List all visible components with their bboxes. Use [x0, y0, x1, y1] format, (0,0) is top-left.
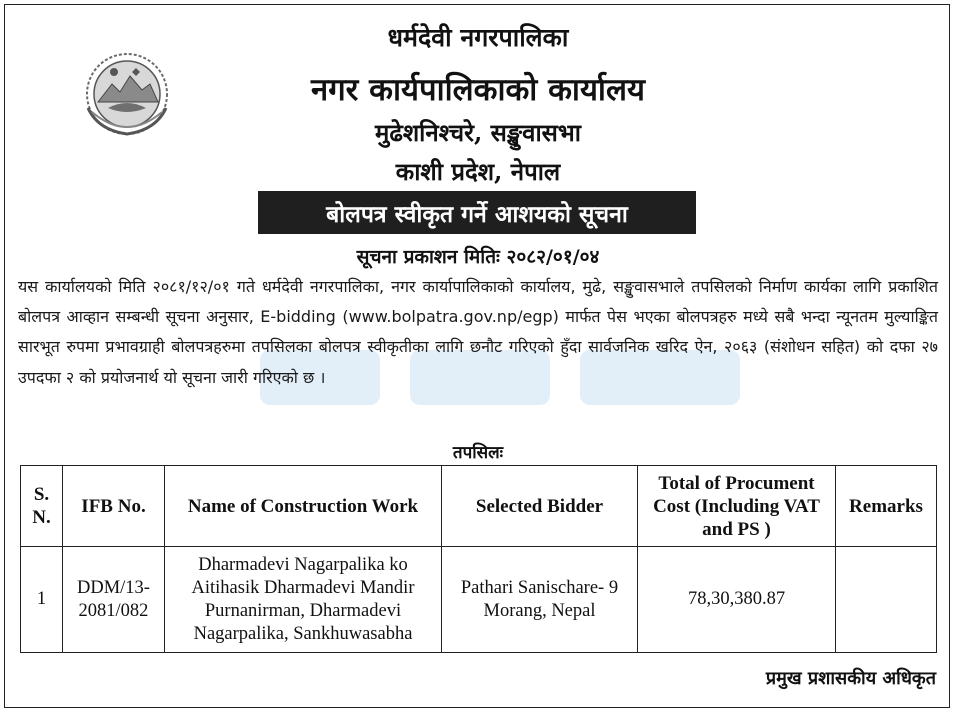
cell-remarks — [836, 547, 937, 653]
cell-procurement-cost: 78,30,380.87 — [638, 547, 836, 653]
cell-ifb-no: DDM/13-2081/082 — [63, 547, 165, 653]
bid-acceptance-table — [20, 465, 937, 653]
details-label: तपसिलः — [452, 443, 504, 463]
header-selected-bidder: Selected Bidder — [442, 466, 638, 547]
header-sn: S. N. — [21, 466, 63, 547]
signatory-title: प्रमुख प्रशासकीय अधिकृत — [765, 668, 936, 689]
office-address: मुढेशनिश्चरे, सङ्खुवासभा — [375, 118, 581, 147]
header-ifb-no: IFB No. — [63, 466, 165, 547]
header-remarks: Remarks — [836, 466, 937, 547]
cell-construction-work: Dharmadevi Nagarpalika ko Aitihasik Dharmadevi Mandir Purnanirman, Dharmadevi Nagarpalika, Sankhuwasabha — [165, 547, 442, 653]
cell-selected-bidder: Pathari Sanischare- 9 Morang, Nepal — [442, 547, 638, 653]
province-country: काशी प्रदेश, नेपाल — [395, 157, 561, 186]
notice-title: बोलपत्र स्वीकृत गर्ने आशयको सूचना — [326, 200, 628, 228]
office-name: नगर कार्यपालिकाको कार्यालय — [311, 72, 645, 108]
header-procurement-cost: Total of Procument Cost (Including VAT and PS ) — [638, 466, 836, 547]
municipality-name: धर्मदेवी नगरपालिका — [387, 23, 569, 52]
table-header-row — [21, 466, 937, 547]
notice-title-banner — [258, 191, 696, 234]
table-row — [21, 547, 937, 653]
cell-sn: 1 — [21, 547, 63, 653]
header-construction-work: Name of Construction Work — [165, 466, 442, 547]
publication-date: सूचना प्रकाशन मितिः २०८२/०१/०४ — [356, 246, 600, 268]
notice-body: यस कार्यालयको मिति २०८१/१२/०१ गते धर्मदेवी नगरपालिका, नगर कार्यापालिकाको कार्यालय, मुढे, सङ्खुवासभाले तपसिलको निर्माण कार्यका लागि प्रकाशित बोलपत्र आव्हान सम्बन्धी सूचना अनुसार, E-bidding (www.bolpatra.gov.np/egp) मार्फत पेस भएका बोलपत्रहरु मध्ये सबै भन्दा न्यूनतम मुल्याङ्कित सारभूत रुपमा प्रभावग्राही बोलपत्रहरुमा तपसिलका बोलपत्र स्वीकृतीका लागि छनौट गरिएको हुँदा सार्वजनिक खरिद ऐन, २०६३ (संशोधन सहित) को दफा २७ उपदफा २ को प्रयोजनार्थ यो सूचना जारी गरिएको छ । — [18, 277, 938, 387]
